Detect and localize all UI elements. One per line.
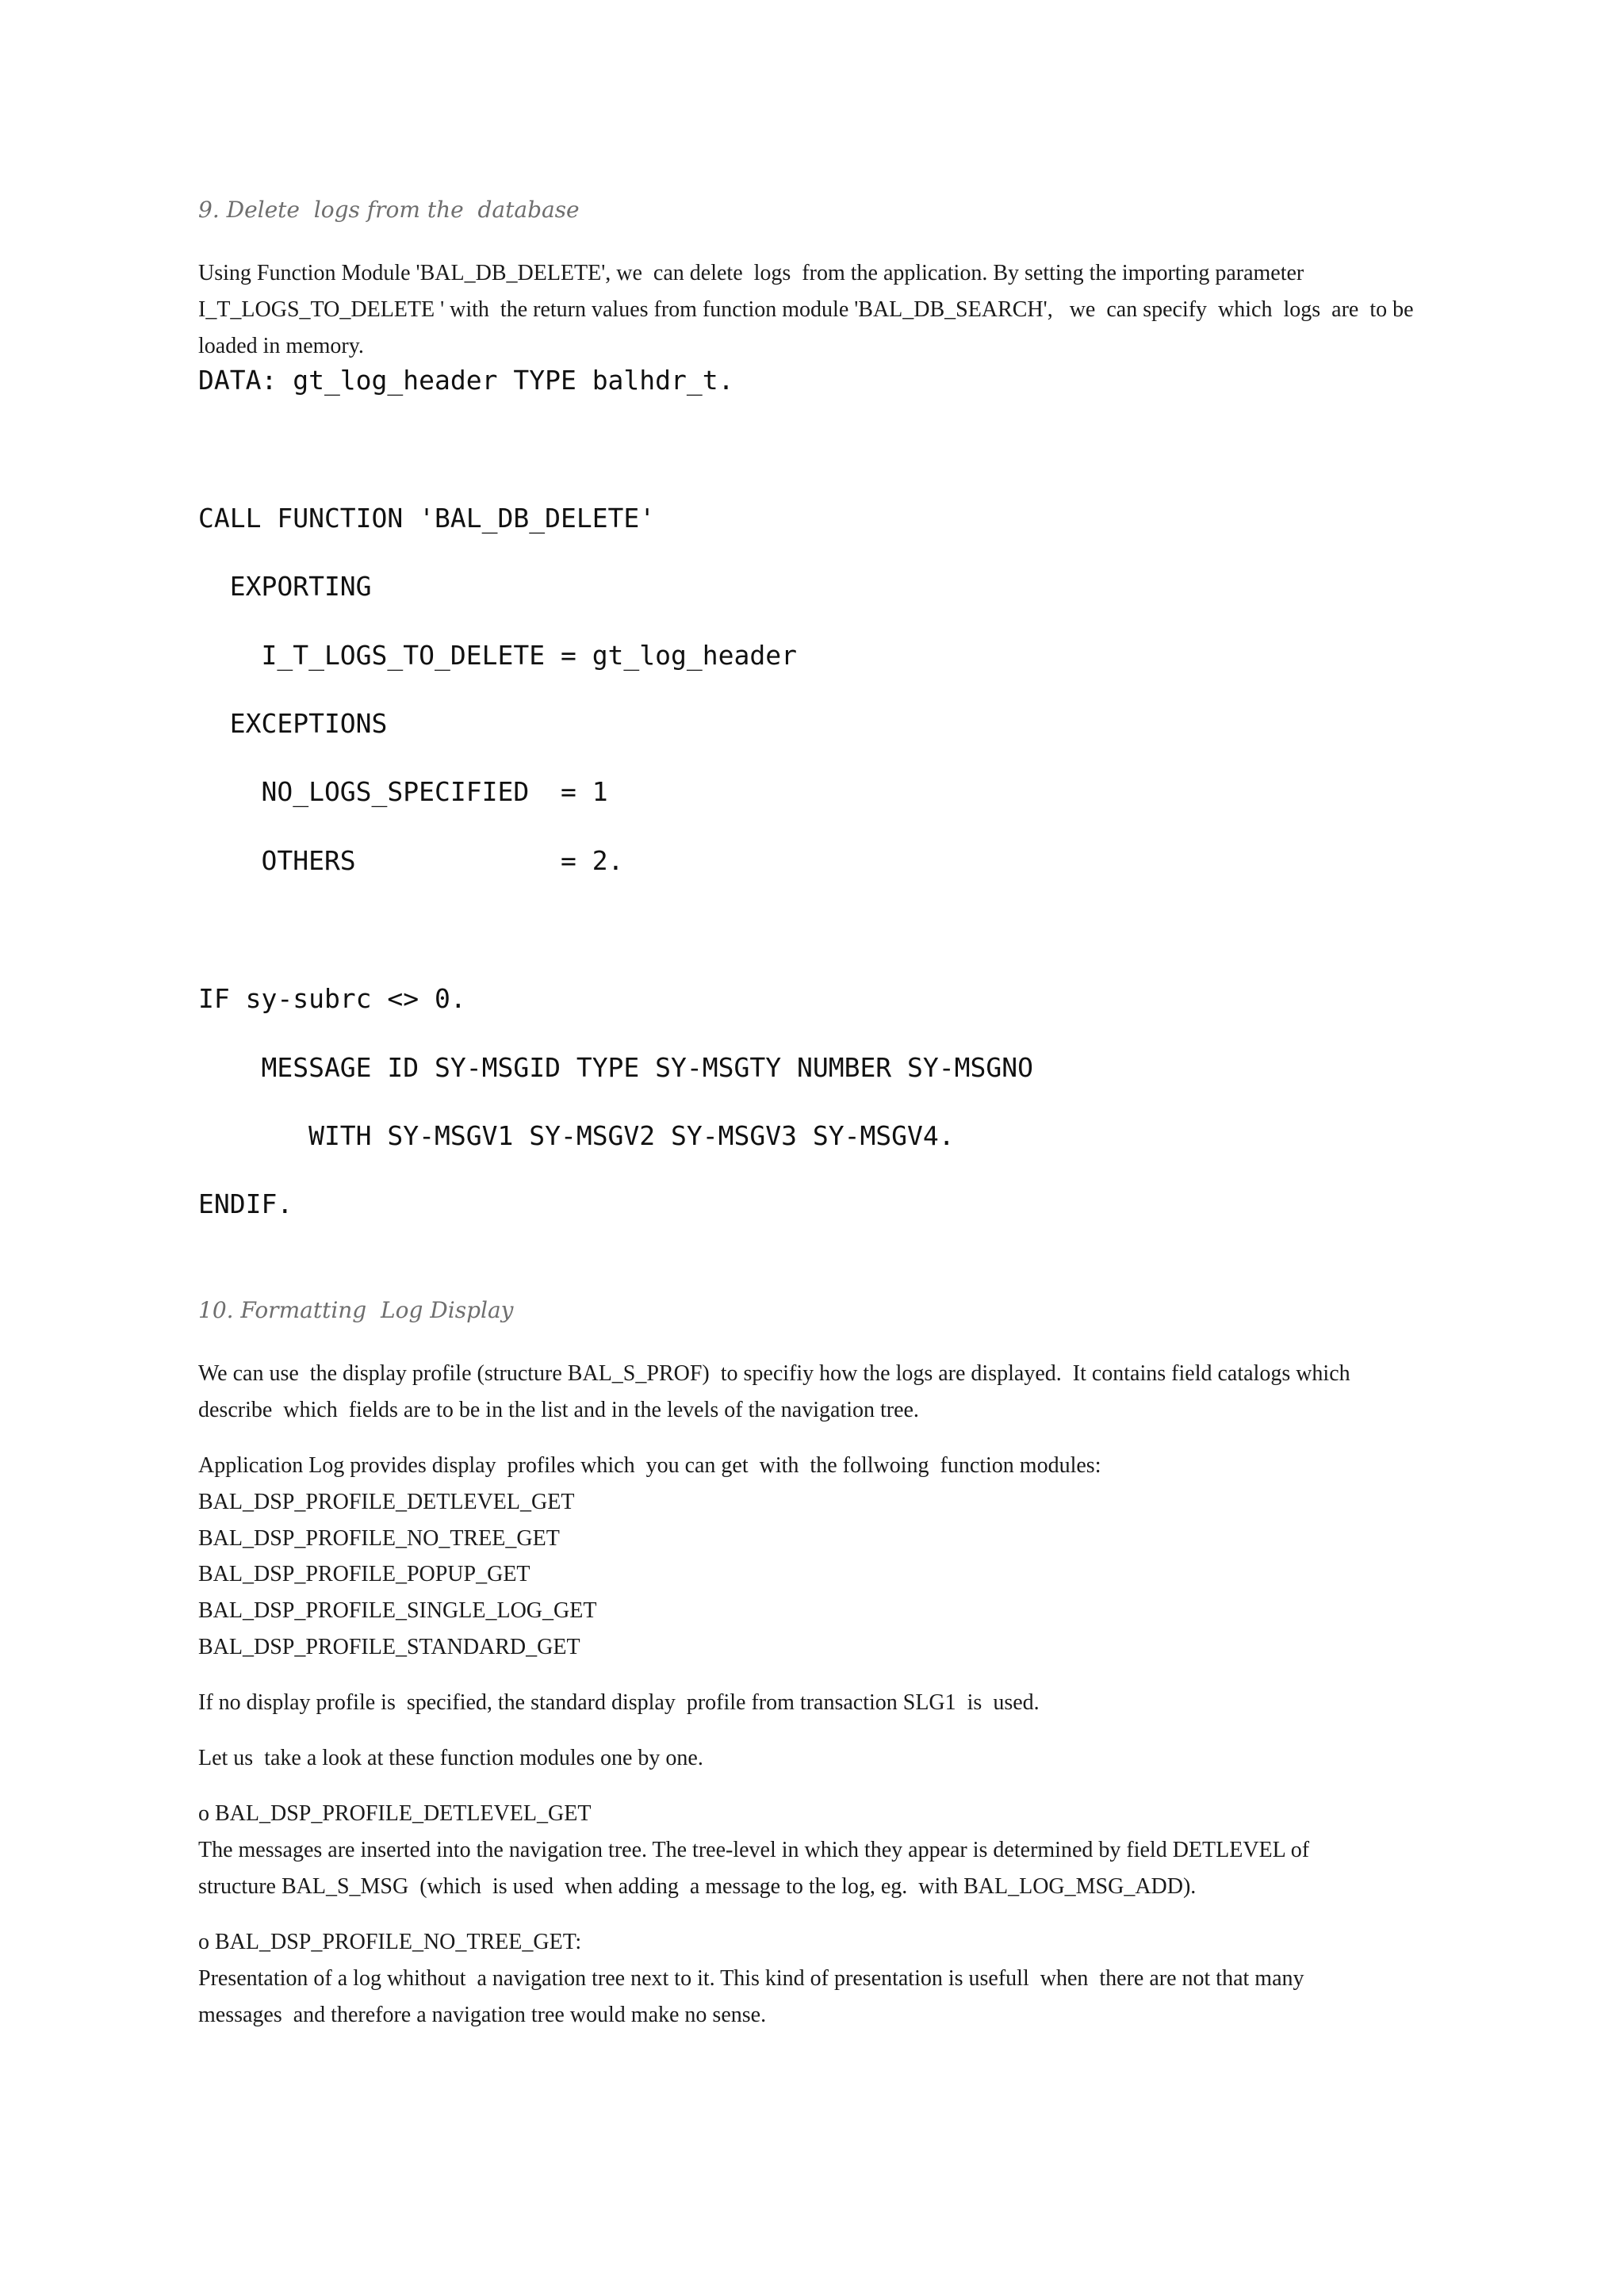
code-line: EXCEPTIONS [198, 708, 388, 739]
section-10-paragraph-1-line-1: We can use the display profile (structure BAL_S_PROF) to specifiy how the logs are displayed. It contains field catalogs which [198, 1361, 1350, 1386]
section-10-paragraph-4: Let us take a look at these function modules one by one. [198, 1746, 703, 1770]
code-line: I_T_LOGS_TO_DELETE = gt_log_header [198, 640, 797, 671]
list-item-2-title: o BAL_DSP_PROFILE_NO_TREE_GET: [198, 1930, 582, 1954]
code-line: OTHERS = 2. [198, 845, 624, 876]
function-module-name: BAL_DSP_PROFILE_NO_TREE_GET [198, 1526, 560, 1551]
section-9-heading: 9. Delete logs from the database [198, 197, 580, 223]
section-10-paragraph-2-line: Application Log provides display profiles which you can get with the follwoing function modules: [198, 1453, 1101, 1478]
function-module-name: BAL_DSP_PROFILE_DETLEVEL_GET [198, 1490, 575, 1514]
code-line: IF sy-subrc <> 0. [198, 983, 466, 1014]
section-9-paragraph-line-1: Using Function Module 'BAL_DB_DELETE', we can delete logs from the application. By setting the importing parameter [198, 261, 1304, 285]
code-line: NO_LOGS_SPECIFIED = 1 [198, 776, 608, 807]
section-9-paragraph-line-2: I_T_LOGS_TO_DELETE ' with the return values from function module 'BAL_DB_SEARCH', we can specify which logs are to be [198, 297, 1414, 322]
code-line: MESSAGE ID SY-MSGID TYPE SY-MSGTY NUMBER SY-MSGNO [198, 1052, 1033, 1083]
list-item-1-title: o BAL_DSP_PROFILE_DETLEVEL_GET [198, 1801, 592, 1826]
list-item-2-line: messages and therefore a navigation tree would make no sense. [198, 2003, 767, 2027]
list-item-1-line: The messages are inserted into the navigation tree. The tree-level in which they appear is determined by field DETLEVEL of [198, 1838, 1310, 1862]
function-module-name: BAL_DSP_PROFILE_SINGLE_LOG_GET [198, 1598, 597, 1623]
function-module-name: BAL_DSP_PROFILE_STANDARD_GET [198, 1635, 580, 1659]
section-10-paragraph-1-line-2: describe which fields are to be in the list and in the levels of the navigation tree. [198, 1398, 919, 1422]
function-module-name: BAL_DSP_PROFILE_POPUP_GET [198, 1562, 530, 1586]
code-line: ENDIF. [198, 1188, 293, 1219]
code-line: EXPORTING [198, 571, 372, 602]
section-9-paragraph-line-3: loaded in memory. [198, 334, 364, 358]
section-10-paragraph-3: If no display profile is specified, the standard display profile from transaction SLG1 is used. [198, 1690, 1040, 1715]
code-line: WITH SY-MSGV1 SY-MSGV2 SY-MSGV3 SY-MSGV4. [198, 1120, 955, 1151]
code-line: CALL FUNCTION 'BAL_DB_DELETE' [198, 503, 656, 534]
list-item-2-line: Presentation of a log whithout a navigation tree next to it. This kind of presentation is usefull when there are not that many [198, 1966, 1304, 1991]
list-item-1-line: structure BAL_S_MSG (which is used when adding a message to the log, eg. with BAL_LOG_MSG_ADD). [198, 1874, 1197, 1899]
code-line: DATA: gt_log_header TYPE balhdr_t. [198, 365, 734, 396]
section-10-heading: 10. Formatting Log Display [198, 1297, 514, 1323]
